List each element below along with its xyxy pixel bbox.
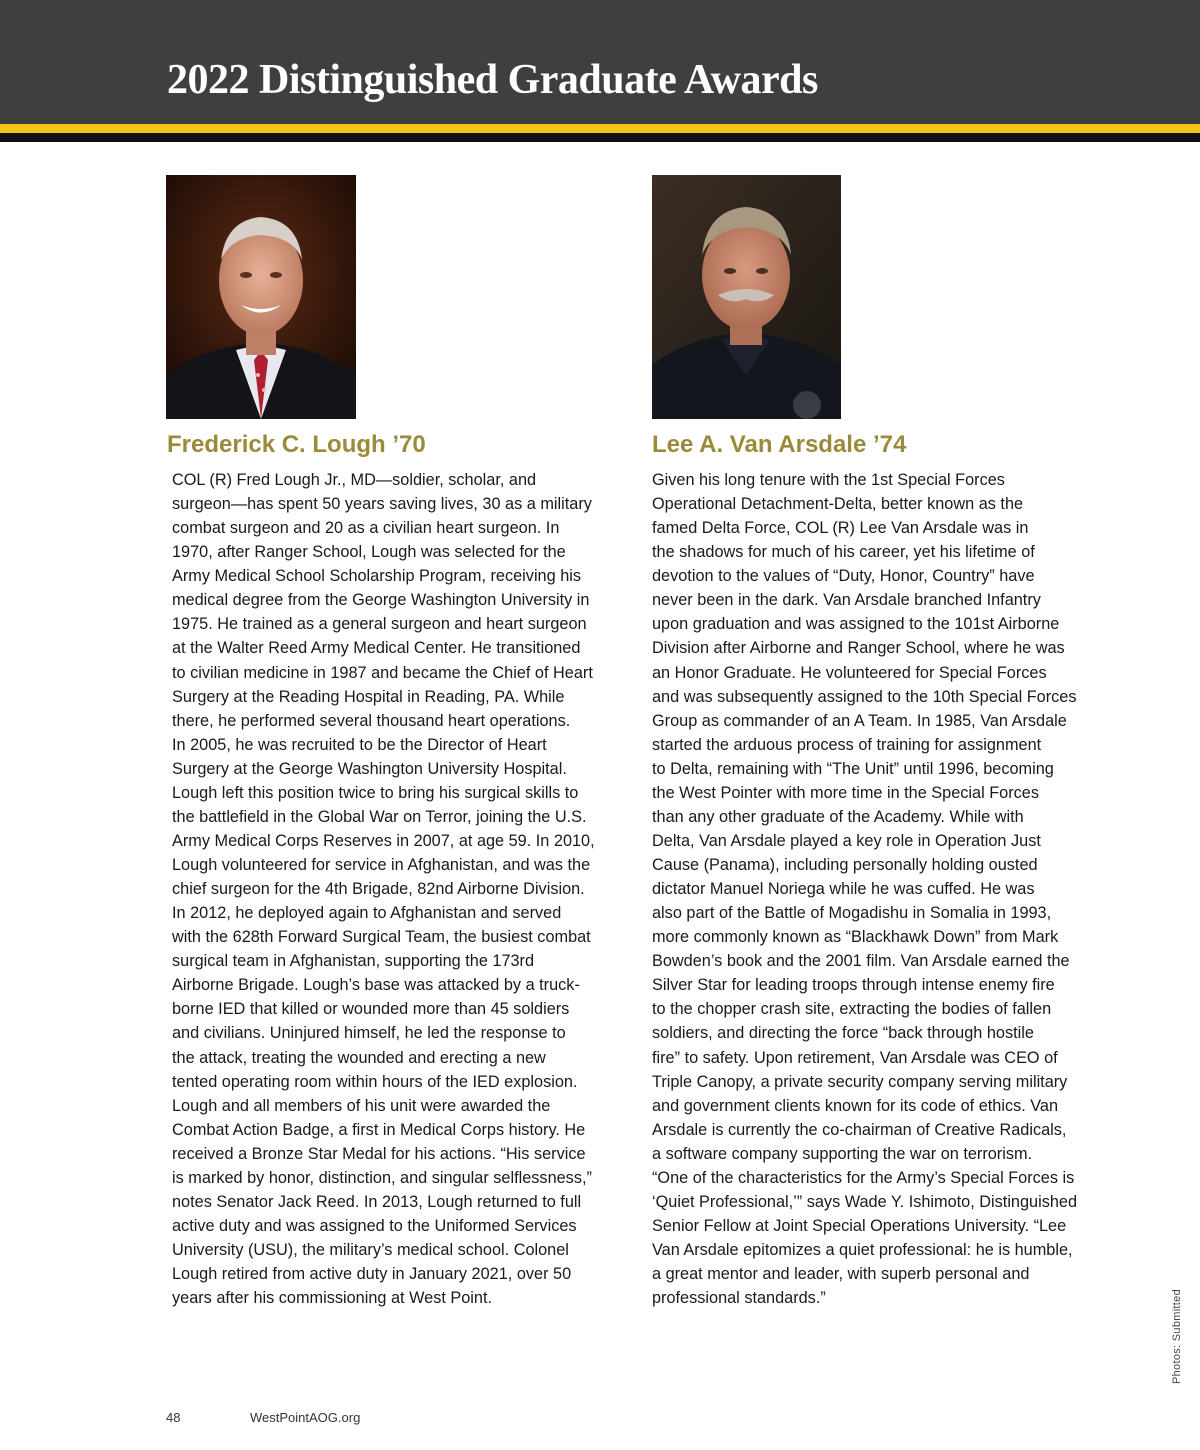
- bio-line: borne IED that killed or wounded more than 45 soldiers: [172, 1000, 570, 1019]
- bio-line: “One of the characteristics for the Army’s Special Forces is: [652, 1168, 1075, 1187]
- bio-line: Silver Star for leading troops through intense enemy fire: [652, 976, 1055, 995]
- bio-line: In 2005, he was recruited to be the Director of Heart: [172, 735, 547, 754]
- bio-line: and government clients known for its code of ethics. Van: [652, 1096, 1059, 1115]
- bio-line: Army Medical Corps Reserves in 2007, at age 59. In 2010,: [172, 831, 595, 850]
- bio-line: Operational Detachment-Delta, better known as the: [652, 495, 1024, 514]
- bio-line: 1970, after Ranger School, Lough was selected for the: [172, 543, 566, 562]
- bio-line: and civilians. Uninjured himself, he led the response to: [172, 1024, 566, 1043]
- bio-line: there, he performed several thousand heart operations.: [172, 711, 571, 730]
- gold-stripe: [0, 124, 1200, 133]
- bio-line: fire” to safety. Upon retirement, Van Arsdale was CEO of: [652, 1048, 1058, 1067]
- bio-line: also part of the Battle of Mogadishu in Somalia in 1993,: [652, 904, 1052, 923]
- bio-line: and was subsequently assigned to the 10th Special Forces: [652, 687, 1077, 706]
- bio-line: never been in the dark. Van Arsdale branched Infantry: [652, 591, 1041, 610]
- bio-line: Bowden’s book and the 2001 film. Van Arsdale earned the: [652, 952, 1070, 971]
- profile-bio: [172, 468, 632, 1310]
- van-arsdale-portrait-photo: [652, 175, 841, 419]
- bio-line: COL (R) Fred Lough Jr., MD—soldier, scholar, and: [172, 471, 537, 489]
- bio-line: combat surgeon and 20 as a civilian heart surgeon. In: [172, 519, 560, 538]
- bio-line: Division after Airborne and Ranger School, where he was: [652, 639, 1065, 658]
- bio-line: received a Bronze Star Medal for his actions. “His service: [172, 1144, 586, 1163]
- bio-line: Senior Fellow at Joint Special Operations University. “Lee: [652, 1216, 1067, 1235]
- bio-line: 1975. He trained as a general surgeon and heart surgeon: [172, 615, 587, 634]
- bio-line: a software company supporting the war on terrorism.: [652, 1144, 1033, 1163]
- bio-line: chief surgeon for the 4th Brigade, 82nd Airborne Division.: [172, 880, 585, 899]
- bio-line: Van Arsdale epitomizes a quiet professional: he is humble,: [652, 1241, 1073, 1259]
- bio-line: the attack, treating the wounded and erecting a new: [172, 1048, 546, 1067]
- profile-name: Frederick C. Lough ’70: [167, 431, 426, 458]
- bio-line: Cause (Panama), including personally holding ousted: [652, 856, 1038, 874]
- bio-line: soldiers, and directing the force “back through hostile: [652, 1024, 1034, 1043]
- bio-line: to the chopper crash site, extracting the bodies of fallen: [652, 1000, 1052, 1019]
- profile-name: Lee A. Van Arsdale ’74: [652, 431, 907, 458]
- bio-line: famed Delta Force, COL (R) Lee Van Arsdale was in: [652, 519, 1029, 538]
- bio-line: active duty and was assigned to the Uniformed Services: [172, 1216, 577, 1235]
- bio-line: ‘Quiet Professional,’” says Wade Y. Ishimoto, Distinguished: [652, 1192, 1078, 1211]
- bio-line: surgeon—has spent 50 years saving lives, 30 as a military: [172, 495, 592, 514]
- bio-line: In 2012, he deployed again to Afghanistan and served: [172, 904, 562, 923]
- bio-line: Army Medical School Scholarship Program, receiving his: [172, 567, 582, 586]
- bio-line: an Honor Graduate. He volunteered for Special Forces: [652, 663, 1047, 682]
- bio-line: devotion to the values of “Duty, Honor, Country” have: [652, 567, 1035, 586]
- bio-line: professional standards.”: [652, 1289, 826, 1308]
- bio-line: more commonly known as “Blackhawk Down” from Mark: [652, 928, 1059, 947]
- bio-line: Lough left this position twice to bring his surgical skills to: [172, 783, 579, 802]
- bio-line: Combat Action Badge, a first in Medical Corps history. He: [172, 1120, 586, 1139]
- bio-line: to Delta, remaining with “The Unit” until 1996, becoming: [652, 759, 1054, 778]
- bio-line: Given his long tenure with the 1st Special Forces: [652, 471, 1005, 489]
- bio-line: Lough and all members of his unit were awarded the: [172, 1096, 551, 1115]
- bio-line: the shadows for much of his career, yet his lifetime of: [652, 543, 1035, 562]
- lough-portrait-photo: [166, 175, 356, 419]
- bio-line: the battlefield in the Global War on Terror, joining the U.S.: [172, 807, 587, 826]
- bio-line: Surgery at the George Washington University Hospital.: [172, 759, 567, 778]
- bio-line: at the Walter Reed Army Medical Center. He transitioned: [172, 639, 581, 658]
- bio-line: Arsdale is currently the co-chairman of Creative Radicals,: [652, 1120, 1067, 1139]
- bio-line: Lough retired from active duty in January 2021, over 50: [172, 1265, 572, 1284]
- bio-line: started the arduous process of training for assignment: [652, 735, 1042, 754]
- photo-credit: Photos: Submitted: [1171, 1289, 1183, 1384]
- bio-line: Delta, Van Arsdale played a key role in Operation Just: [652, 831, 1041, 850]
- bio-line: to civilian medicine in 1987 and became the Chief of Heart: [172, 663, 593, 682]
- bio-line: Lough volunteered for service in Afghanistan, and was the: [172, 856, 591, 874]
- profile-bio: [652, 468, 1112, 1310]
- bio-line: surgical team in Afghanistan, supporting the 173rd: [172, 952, 535, 971]
- bio-line: years after his commissioning at West Point.: [172, 1289, 493, 1308]
- black-stripe: [0, 133, 1200, 142]
- bio-line: the West Pointer with more time in the Special Forces: [652, 783, 1039, 802]
- bio-line: notes Senator Jack Reed. In 2013, Lough returned to full: [172, 1192, 582, 1211]
- page-number: 48: [166, 1410, 181, 1425]
- bio-line: Triple Canopy, a private security company serving military: [652, 1072, 1068, 1091]
- bio-line: upon graduation and was assigned to the 101st Airborne: [652, 615, 1060, 634]
- bio-line: medical degree from the George Washington University in: [172, 591, 590, 610]
- bio-line: is marked by honor, distinction, and singular selflessness,”: [172, 1168, 592, 1187]
- bio-line: Group as commander of an A Team. In 1985, Van Arsdale: [652, 711, 1067, 730]
- page-title: 2022 Distinguished Graduate Awards: [167, 57, 818, 103]
- footer-site: WestPointAOG.org: [250, 1410, 361, 1425]
- bio-line: than any other graduate of the Academy. While with: [652, 807, 1024, 826]
- bio-line: with the 628th Forward Surgical Team, the busiest combat: [172, 928, 591, 947]
- bio-line: dictator Manuel Noriega while he was cuffed. He was: [652, 880, 1035, 899]
- bio-line: University (USU), the military’s medical school. Colonel: [172, 1241, 569, 1259]
- bio-line: tented operating room within hours of the IED explosion.: [172, 1072, 578, 1091]
- bio-line: Airborne Brigade. Lough’s base was attacked by a truck-: [172, 976, 580, 995]
- bio-line: a great mentor and leader, with superb personal and: [652, 1265, 1030, 1284]
- header-bar: [0, 0, 1200, 124]
- bio-line: Surgery at the Reading Hospital in Reading, PA. While: [172, 687, 565, 706]
